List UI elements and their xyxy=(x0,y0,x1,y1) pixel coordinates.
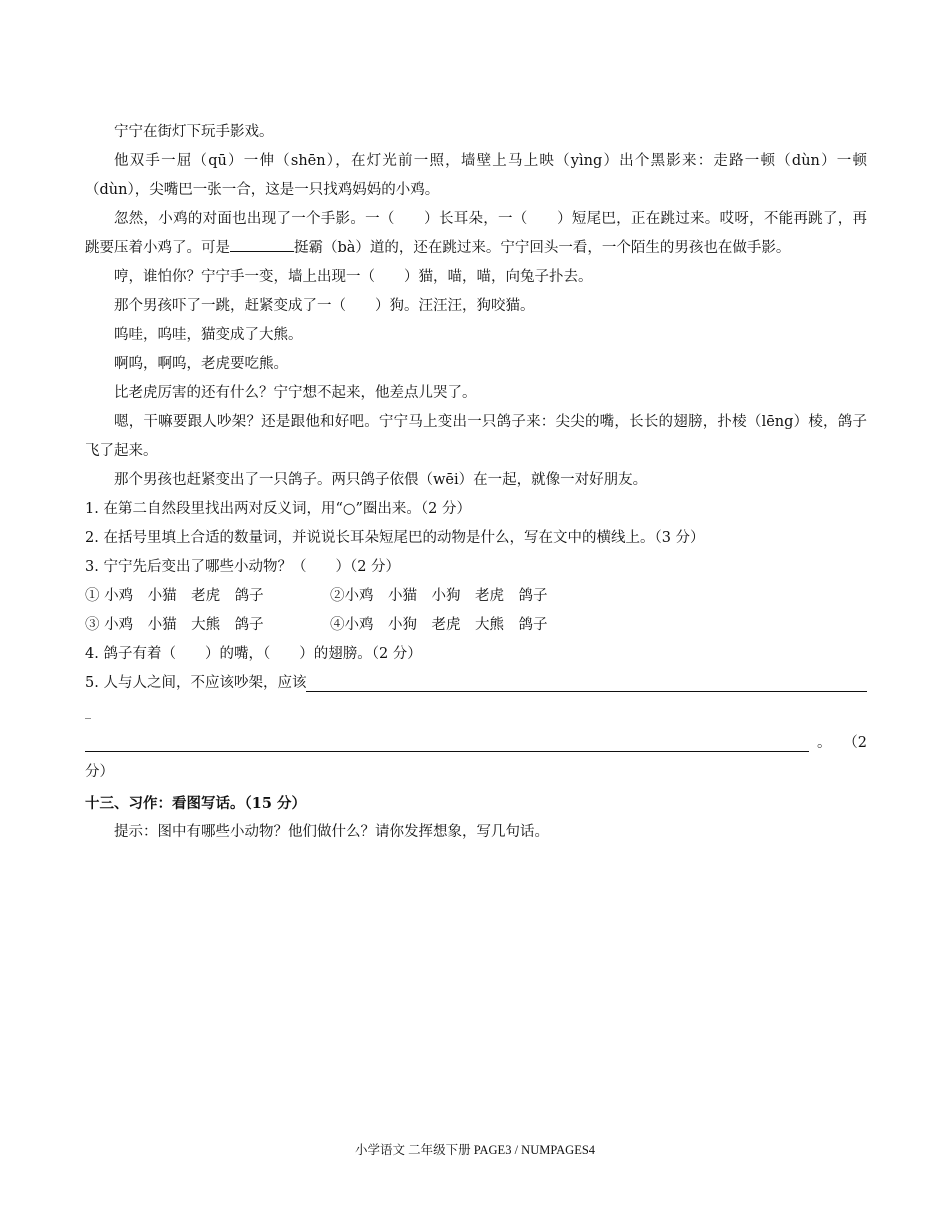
question-3: 3. 宁宁先后变出了哪些小动物？（ ）（2 分） xyxy=(85,559,401,575)
question-5-score: （2 xyxy=(843,735,867,751)
story-paragraph-9: 嗯，干嘛要跟人吵架？还是跟他和好吧。宁宁马上变出一只鸽子来：尖尖的嘴，长长的翅膀，扑棱（lēng）棱，鸽子飞了起来。 xyxy=(85,414,867,459)
question-5 xyxy=(85,669,867,698)
story-paragraph-10: 那个男孩也赶紧变出了一只鸽子。两只鸽子依偎（wēi）在一起，就像一对好朋友。 xyxy=(114,472,648,488)
section-13-title: 十三、习作：看图写话。（15 分） xyxy=(85,795,306,812)
question-1: 1. 在第二自然段里找出两对反义词，用“○”圈出来。（2 分） xyxy=(85,501,472,517)
story-paragraph-3-part-b: 挺霸（bà）道的，还在跳过来。宁宁回头一看，一个陌生的男孩也在做手影。 xyxy=(294,240,791,256)
answer-blank[interactable] xyxy=(230,237,294,252)
story-paragraph-8: 比老虎厉害的还有什么？宁宁想不起来，他差点儿哭了。 xyxy=(114,385,477,401)
choice-2[interactable]: ②小鸡 小猫 小狗 老虎 鸽子 xyxy=(330,588,548,604)
question-3-choices-row-1 xyxy=(85,582,867,611)
question-2: 2. 在括号里填上合适的数量词，并说说长耳朵短尾巴的动物是什么，写在文中的横线上。（3 分） xyxy=(85,530,705,546)
question-4: 4. 鸽子有着（ ）的嘴，（ ）的翅膀。（2 分） xyxy=(85,646,422,662)
question-5-dash: _ xyxy=(85,705,91,719)
choice-3[interactable]: ③ 小鸡 小猫 大熊 鸽子 xyxy=(85,617,264,633)
question-5-continuation xyxy=(85,729,867,758)
question-5-score-unit: 分） xyxy=(85,764,114,780)
story-paragraph-5: 那个男孩吓了一跳，赶紧变成了一（ ）狗。汪汪汪，狗咬猫。 xyxy=(114,298,535,314)
question-3-choices-row-2 xyxy=(85,611,867,640)
page-footer: 小学语文 二年级下册 PAGE3 / NUMPAGES4 xyxy=(354,1143,596,1157)
question-5-answer-line-2[interactable] xyxy=(85,732,809,752)
story-paragraph-2: 他双手一屈（qū）一伸（shēn），在灯光前一照，墙壁上马上映（yìng）出个黑影来：走路一顿（dùn）一顿（dùn），尖嘴巴一张一合，这是一只找鸡妈妈的小鸡。 xyxy=(85,153,867,198)
story-paragraph-7: 啊呜，啊呜，老虎要吃熊。 xyxy=(114,356,288,372)
section-13-hint: 提示：图中有哪些小动物？他们做什么？请你发挥想象，写几句话。 xyxy=(114,824,549,840)
question-5-period: 。 xyxy=(817,735,832,751)
story-paragraph-6: 呜哇，呜哇，猫变成了大熊。 xyxy=(114,327,303,343)
story-paragraph-3 xyxy=(85,205,867,263)
document-page xyxy=(85,118,867,847)
choice-4[interactable]: ④小鸡 小狗 老虎 大熊 鸽子 xyxy=(330,617,548,633)
story-paragraph-3-part-a: 忽然，小鸡的对面也出现了一个手影。一（ ）长耳朵，一（ ）短尾巴，正在跳过来。哎呀，不能再跳了，再跳要压着小鸡了。可是 xyxy=(85,211,867,256)
question-5-answer-line[interactable] xyxy=(306,672,867,692)
story-paragraph-1: 宁宁在街灯下玩手影戏。 xyxy=(114,124,274,140)
story-paragraph-4: 哼，谁怕你？宁宁手一变，墙上出现一（ ）猫，喵，喵，向兔子扑去。 xyxy=(114,269,593,285)
choice-1[interactable]: ① 小鸡 小猫 老虎 鸽子 xyxy=(85,588,264,604)
question-5-prompt: 5. 人与人之间，不应该吵架，应该 xyxy=(85,675,307,691)
